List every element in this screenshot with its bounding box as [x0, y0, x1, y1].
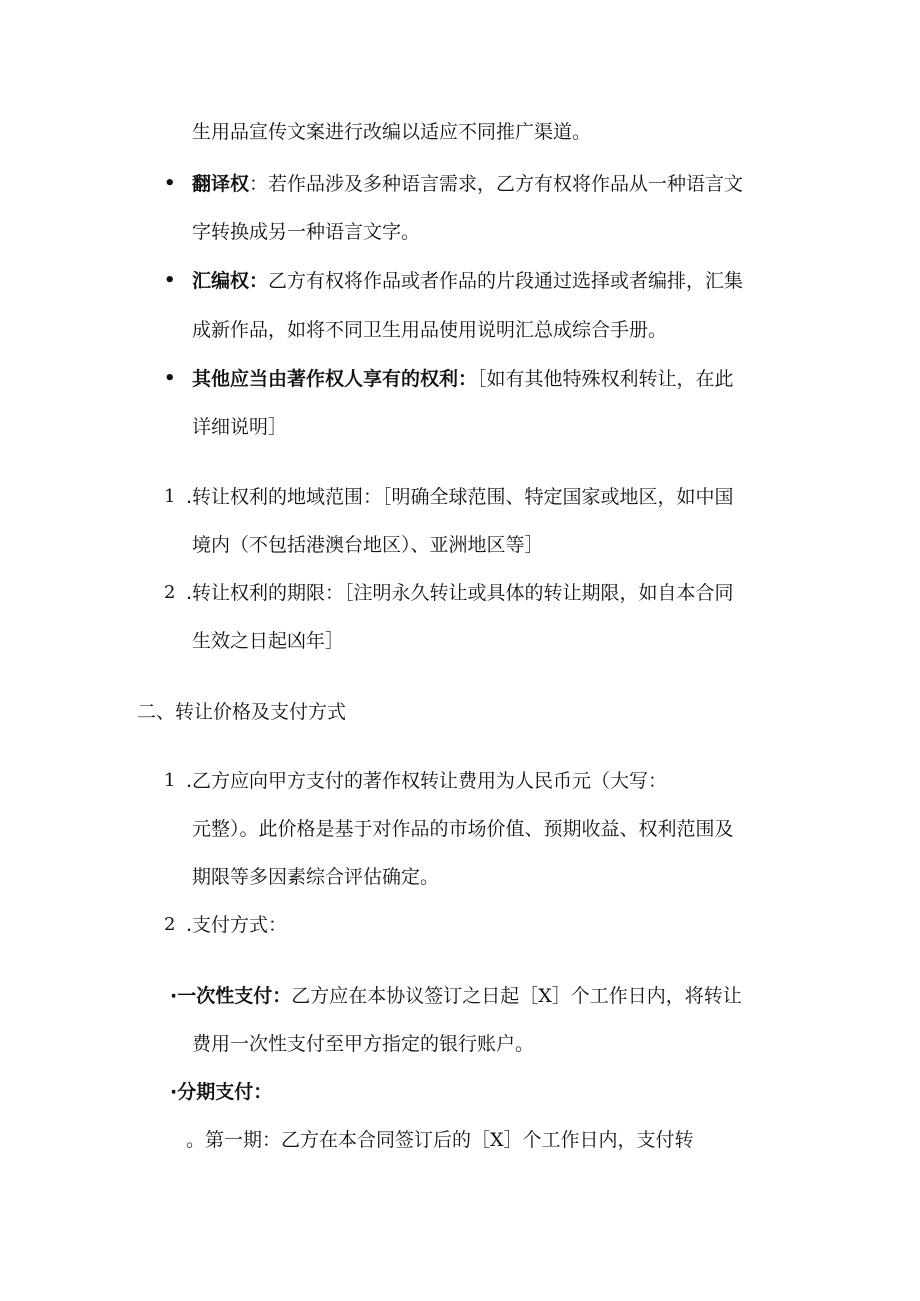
one-time-payment-line2: 费用一次性支付至甲方指定的银行账户。: [192, 1033, 535, 1055]
compilation-right-desc: 乙方有权将作品或者作品的片段通过选择或者编排，汇集: [268, 270, 744, 292]
bullet-compilation: •: [164, 270, 176, 291]
installment-bullet: ·: [170, 1081, 178, 1103]
scope-item-2-number: 2: [164, 582, 176, 603]
other-rights-line2: 详细说明］: [192, 416, 288, 438]
translation-right-line2: 字转换成另一种语言文字。: [192, 221, 421, 243]
translation-right-line1: [192, 172, 743, 196]
installment-payment-heading: [170, 1080, 272, 1104]
section-2-heading: 二、转让价格及支付方式: [137, 701, 347, 723]
one-time-payment-line1: [170, 984, 742, 1008]
one-time-bullet: ·: [170, 985, 178, 1007]
installment-phase1-pre: 。第一期：乙方在本合同签订后的: [186, 1129, 472, 1151]
scope-item-2-line2: 生效之日起凶年］: [192, 630, 345, 652]
other-rights-desc: ［如有其他特殊权利转让，在此: [477, 368, 734, 390]
price-item-line1: .乙方应向甲方支付的著作权转让费用为人民币元（大写：: [186, 770, 668, 792]
one-time-payment-term: 一次性支付：: [177, 985, 292, 1007]
payment-method-number: 2: [164, 914, 176, 935]
compilation-right-line1: [192, 269, 743, 293]
translation-right-desc: ：若作品涉及多种语言需求，乙方有权将作品从一种语言文: [249, 173, 744, 195]
other-rights-term: 其他应当由著作权人享有的权利：: [192, 368, 478, 390]
scope-item-1-line2: 境内（不包括港澳台地区）、亚洲地区等］: [192, 534, 544, 556]
one-time-payment-post: 个工作日内，将转让: [570, 985, 742, 1007]
scope-item-1-number: 1: [164, 486, 176, 507]
compilation-right-line2: 成新作品，如将不同卫生用品使用说明汇总成综合手册。: [192, 319, 668, 341]
payment-method-label: .支付方式：: [186, 914, 288, 936]
bullet-translation: •: [164, 173, 176, 194]
bullet-other-rights: •: [164, 368, 176, 389]
scope-item-2-line1: .转让权利的期限：［注明永久转让或具体的转让期限，如自本合同: [186, 582, 734, 604]
installment-phase1-line: [186, 1128, 694, 1152]
compilation-right-term: 汇编权：: [192, 270, 269, 292]
installment-phase1-placeholder: ［X］: [471, 1129, 523, 1151]
installment-payment-term: 分期支付：: [177, 1081, 273, 1103]
translation-right-term: 翻译权: [192, 173, 250, 195]
other-rights-line1: [192, 367, 734, 391]
intro-tail-text: 生用品宣传文案进行改编以适应不同推广渠道。: [192, 121, 592, 143]
price-item-line2: 元整）。此价格是基于对作品的市场价值、预期收益、权利范围及: [192, 818, 734, 840]
price-item-line3: 期限等多因素综合评估确定。: [192, 866, 440, 888]
installment-phase1-post: 个工作日内，支付转: [522, 1129, 694, 1151]
one-time-payment-pre: 乙方应在本协议签订之日起: [291, 985, 520, 1007]
one-time-placeholder: ［X］: [519, 985, 571, 1007]
scope-item-1-line1: .转让权利的地域范围：［明确全球范围、特定国家或地区，如中国: [186, 486, 734, 508]
price-item-number: 1: [164, 770, 176, 791]
